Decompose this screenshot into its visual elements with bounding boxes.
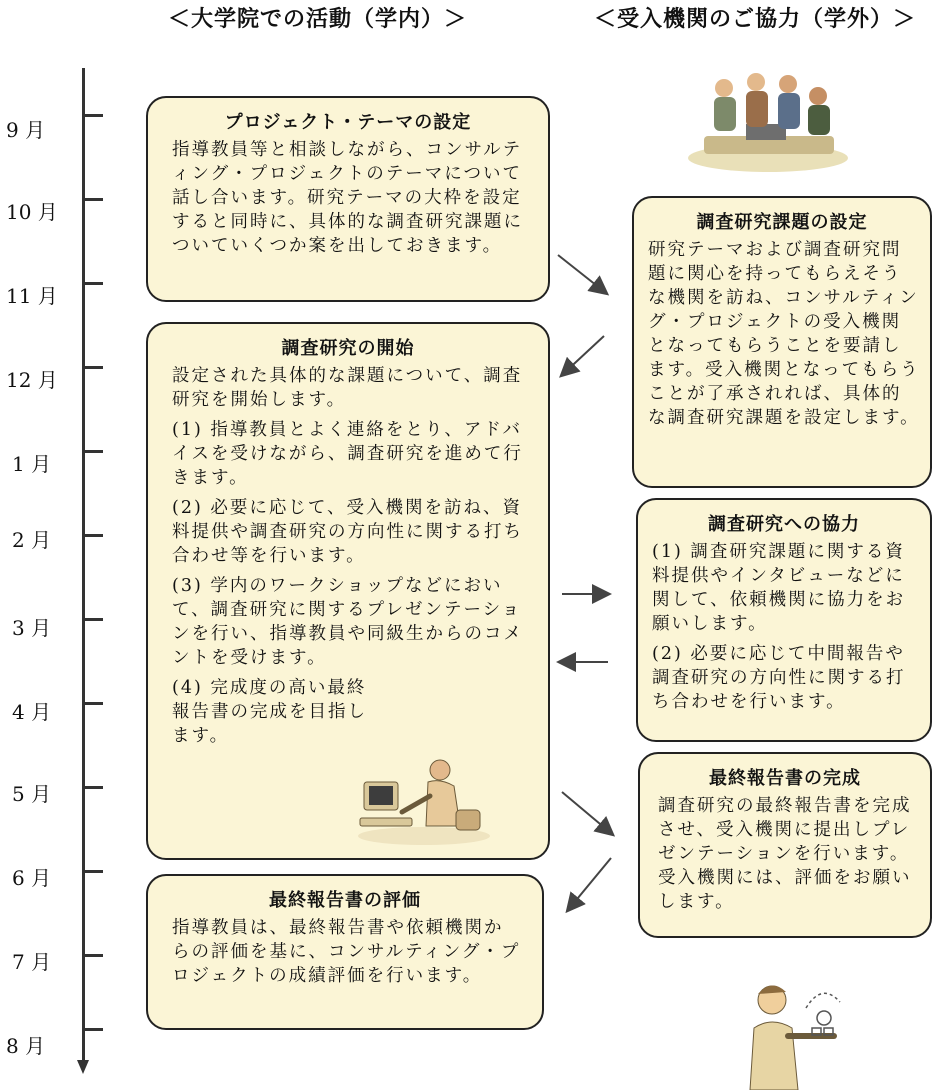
box-text: 設定された具体的な課題について、調査研究を開始します。 — [172, 366, 523, 410]
month-label: 3 月 — [12, 616, 52, 640]
box-title: 最終報告書の完成 — [709, 768, 861, 789]
box-text: 研究テーマおよび調査研究問題に関心を持ってもらえそうな機関を訪ね、コンサルティング・プロジェクトの受入機関となってもらうことを要請します。受入機関となってもらうことが了承されれば、具体的な調査研究課題を設定します。 — [648, 240, 920, 428]
presenter-illustration — [736, 978, 864, 1090]
box-title: 最終報告書の評価 — [269, 890, 421, 911]
month-label: 12 月 — [6, 368, 58, 392]
list-item: (2) 必要に応じて中間報告や調査研究の方向性に関する打ち合わせを行います。 — [652, 644, 906, 712]
person-at-computer-illustration — [356, 756, 492, 846]
month-label: 4 月 — [12, 700, 52, 724]
month-label: 7 月 — [12, 950, 52, 974]
heading-university-activities: ＜大学院での活動（学内）＞ — [168, 7, 468, 32]
month-label: 6 月 — [12, 866, 52, 890]
month-label: 2 月 — [12, 528, 52, 552]
arrow-icon — [562, 336, 604, 375]
list-item: (3) 学内のワークショップなどにおいて、調査研究に関するプレゼンテーションを行い、指導教員や同級生からのコメントを受けます。 — [172, 576, 523, 668]
month-label: 5 月 — [12, 782, 52, 806]
month-label: 11 月 — [6, 284, 58, 308]
box-title: プロジェクト・テーマの設定 — [224, 112, 472, 133]
box-text: 調査研究の最終報告書を完成させ、受入機関に提出しプレゼンテーションを行います。受入機関には、評価をお願いします。 — [658, 796, 912, 912]
arrow-icon — [558, 255, 606, 293]
arrow-icon — [568, 858, 611, 910]
heading-host-cooperation: ＜受入機関のご協力（学外）＞ — [594, 7, 917, 32]
box-title: 調査研究課題の設定 — [696, 212, 868, 233]
list-item: (1) 指導教員とよく連絡をとり、アドバイスを受けながら、調査研究を進めて行きます。 — [172, 420, 523, 488]
arrow-icon — [562, 792, 612, 834]
month-label: 9 月 — [6, 118, 46, 142]
box-title: 調査研究の開始 — [281, 338, 415, 359]
month-label: 10 月 — [6, 200, 58, 224]
box-text: 指導教員等と相談しながら、コンサルティング・プロジェクトのテーマについて話し合います。研究テーマの大枠を設定すると同時に、具体的な調査研究課題についていくつか案を出しておきます。 — [172, 140, 523, 256]
month-label: 1 月 — [12, 452, 52, 476]
list-item: (4) 完成度の高い最終報告書の完成を目指します。 — [172, 678, 367, 746]
box-title: 調査研究への協力 — [708, 514, 860, 535]
list-item: (2) 必要に応じて、受入機関を訪ね、資料提供や調査研究の方向性に関する打ち合わせ等を行います。 — [172, 498, 523, 566]
month-label: 8 月 — [6, 1034, 46, 1058]
list-item: (1) 調査研究課題に関する資料提供やインタビューなどに関して、依頼機関に協力をお願いします。 — [652, 542, 906, 634]
box-text: 指導教員は、最終報告書や依頼機関からの評価を基に、コンサルティング・プロジェクトの成績評価を行います。 — [172, 918, 521, 986]
business-meeting-illustration — [684, 66, 852, 174]
